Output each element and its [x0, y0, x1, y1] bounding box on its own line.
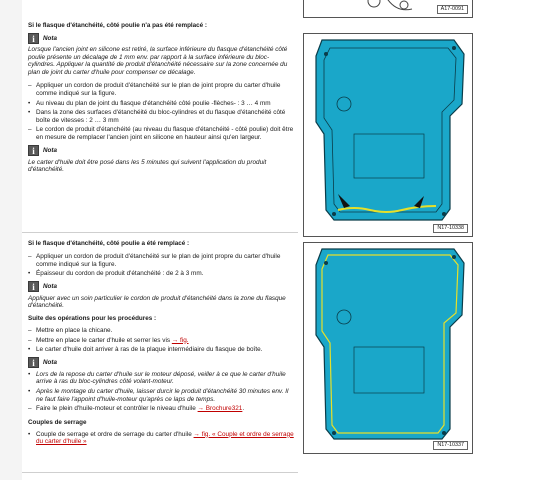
step-text: Faire le plein d'huile-moteur et contrôler le niveau d'huile	[36, 405, 196, 413]
note-item: • Lors de la repose du carter d'huile sur le moteur déposé, veiller à ce que le carter d'huile arrive à ras du bloc-cylindres côté volant-moteur.	[28, 371, 296, 386]
list-item: • Le carter d'huile doit arriver à ras de la plaque intermédiaire du flasque de boîte.	[28, 346, 296, 354]
figure-label: A17-0091	[437, 5, 468, 14]
list-item: • Au niveau du plan de joint du flasque d'étanchéité côté poulie -flèches- : 3 … 4 mm	[28, 100, 296, 108]
note-title: Nota	[43, 359, 57, 367]
section1-heading: Si le flasque d'étanchéité, côté poulie n'a pas été remplacé :	[28, 22, 208, 29]
brochure-link[interactable]: → Brochure321	[197, 405, 243, 413]
note-box	[28, 281, 296, 293]
item-text: Couple de serrage et ordre de serrage du carter d'huile	[36, 430, 192, 438]
info-icon: i	[28, 281, 39, 292]
figure-top	[303, 0, 473, 18]
figure-oil-pan-2	[303, 242, 473, 454]
list-item: – Appliquer un cordon de produit d'étanchéité sur le plan de joint propre du carter d'huile comme indiqué sur la figure.	[28, 82, 296, 97]
note-text: Appliquer avec un soin particulier le cordon de produit d'étanchéité dans la zone du flasque d'étanchéité.	[28, 294, 286, 310]
figure-label: N17-10338	[433, 224, 468, 233]
left-margin	[0, 0, 22, 480]
oil-pan-drawing	[304, 243, 472, 453]
section2-heading: Si le flasque d'étanchéité, côté poulie a été remplacé :	[28, 240, 190, 247]
note-text: Lorsque l'ancien joint en silicone est retiré, la surface inférieure du flasque d'étanchéité côté poulie présente un décalage de 1 mm env. par rapport à la surface inférieure du bloc-cylindres. Appliquer la quantité de produit d'étanchéité nécessaire sur la zone concernée du plan de joint du carter d'huile pour compenser ce décalage.	[28, 46, 288, 76]
figure-oil-pan-1	[303, 33, 473, 237]
section-replaced	[28, 240, 296, 448]
list-item: • Dans la zone des surfaces d'étanchéité du bloc-cylindres et du flasque d'étanchéité côté boîte de vitesses : 2 … 3 mm	[28, 109, 296, 124]
oil-pan-drawing	[304, 34, 472, 236]
note-title: Nota	[43, 34, 57, 42]
note-item: • Après le montage du carter d'huile, laisser durcir le produit d'étanchéité 30 minutes env. Il ne faut faire l'appoint d'huile-moteur qu'après ce laps de temps.	[28, 388, 296, 403]
list-item: • Épaisseur du cordon de produit d'étanchéité : de 2 à 3 mm.	[28, 270, 296, 278]
info-icon: i	[28, 357, 39, 368]
note-title: Nota	[43, 283, 57, 291]
note-box	[28, 357, 296, 369]
fig-link[interactable]: → fig.	[171, 336, 189, 344]
list-item: – Le cordon de produit d'étanchéité (au niveau du flasque d'étanchéité - côté poulie) doit être en mesure de remplacer l'ancien joint en silicone en hauteur ainsi qu'en largeur.	[28, 126, 296, 141]
info-icon: i	[28, 33, 39, 44]
list-item: – Appliquer un cordon de produit d'étanchéité sur le plan de joint propre du carter d'huile comme indiqué sur la figure.	[28, 253, 296, 268]
list-item	[28, 405, 296, 413]
list-item: – Mettre en place la chicane.	[28, 327, 296, 335]
note-box	[28, 32, 296, 44]
divider	[22, 472, 298, 473]
torque-fig-link[interactable]: → fig. « Couple et ordre de serrage du carter d'huile »	[36, 430, 294, 446]
note-text: Le carter d'huile doit être posé dans les 5 minutes qui suivent l'application du produit d'étanchéité.	[28, 158, 267, 174]
divider	[22, 232, 298, 233]
step-text: Mettre en place le carter d'huile et serrer les vis	[36, 336, 171, 344]
section4-heading: Couples de serrage	[28, 418, 87, 426]
section-not-replaced	[28, 22, 296, 174]
step-end: .	[242, 405, 245, 413]
note-title: Nota	[43, 147, 57, 155]
figure-label: N17-10337	[433, 441, 468, 450]
info-icon: i	[28, 145, 39, 156]
list-item	[28, 431, 296, 446]
section3-heading: Suite des opérations pour les procédures :	[28, 314, 157, 322]
note-box	[28, 145, 296, 157]
list-item	[28, 337, 296, 345]
